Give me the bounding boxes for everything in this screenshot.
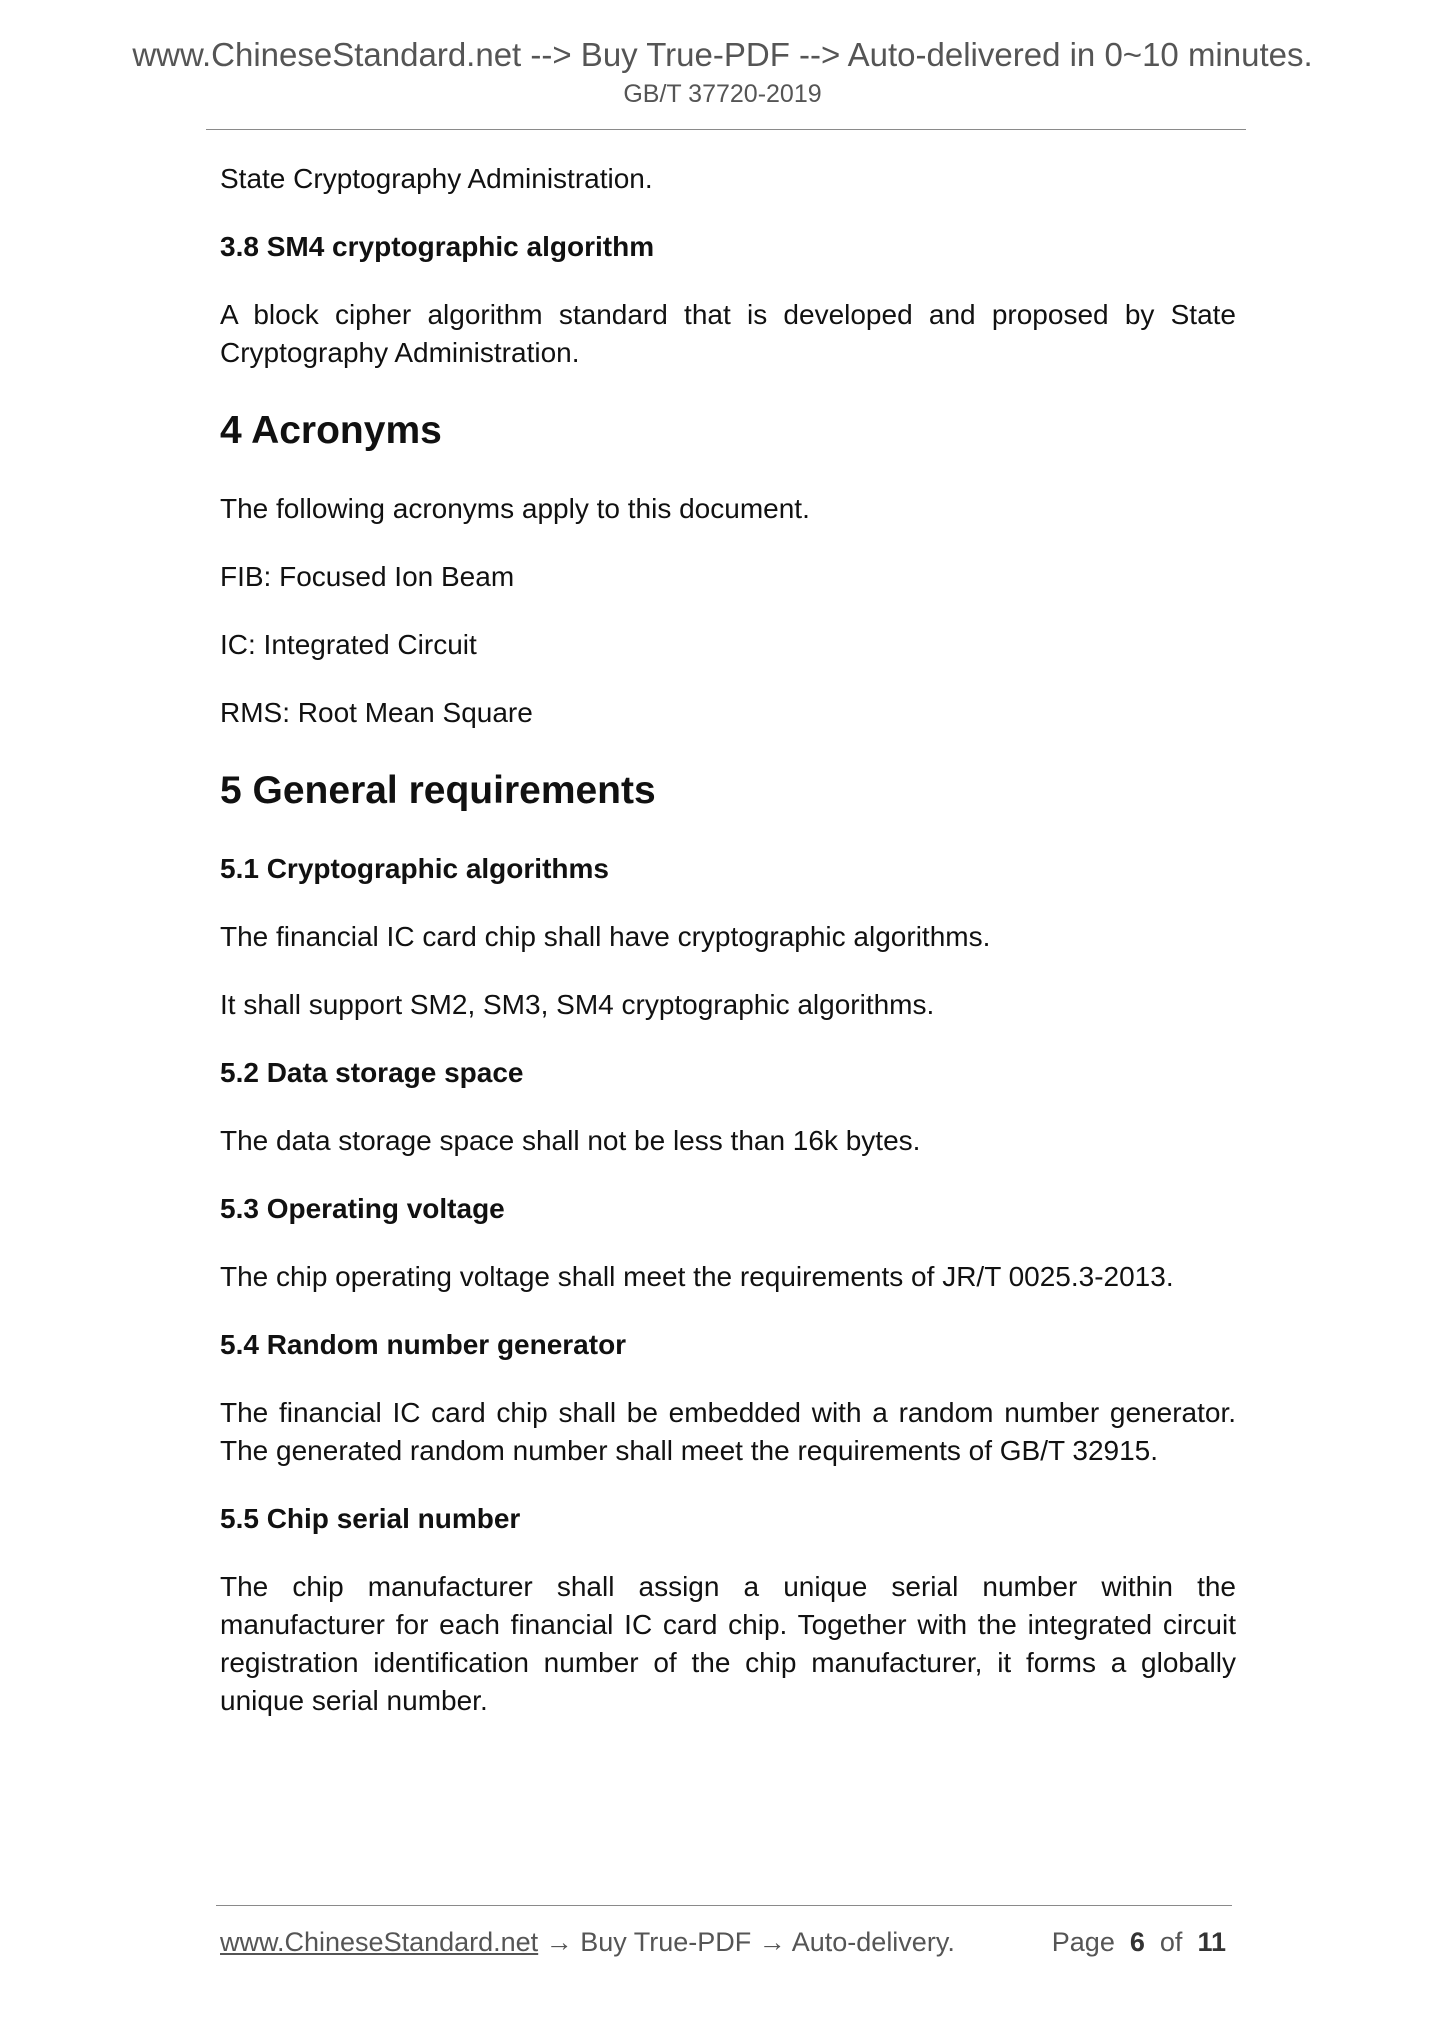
acronym-rms: RMS: Root Mean Square <box>220 697 533 728</box>
heading-4-acronyms: 4 Acronyms <box>220 409 442 452</box>
page-indicator <box>1052 1925 1226 1959</box>
heading-5-3: 5.3 Operating voltage <box>220 1193 505 1224</box>
footer-site-link[interactable]: www.ChineseStandard.net <box>220 1927 539 1957</box>
document-body <box>220 160 1236 1720</box>
heading-5-2: 5.2 Data storage space <box>220 1057 524 1088</box>
heading-5-general-requirements: 5 General requirements <box>220 769 656 812</box>
heading-5-5: 5.5 Chip serial number <box>220 1503 521 1534</box>
header-divider <box>206 129 1246 130</box>
page-label: Page <box>1051 1927 1115 1957</box>
heading-3-8: 3.8 SM4 cryptographic algorithm <box>220 231 655 262</box>
paragraph-5-2: The data storage space shall not be less than 16k bytes. <box>220 1125 921 1156</box>
paragraph-5-1-a: The financial IC card chip shall have cryptographic algorithms. <box>220 921 991 952</box>
paragraph-3-8: A block cipher algorithm standard that is developed and proposed by State Cryptography Administration. <box>220 299 1236 368</box>
paragraph-4-intro: The following acronyms apply to this document. <box>220 493 810 524</box>
site-banner: www.ChineseStandard.net --> Buy True-PDF --> Auto-delivered in 0~10 minutes. <box>132 36 1313 73</box>
acronym-ic: IC: Integrated Circuit <box>220 629 477 660</box>
acronym-fib: FIB: Focused Ion Beam <box>220 561 515 592</box>
heading-5-1: 5.1 Cryptographic algorithms <box>220 853 609 884</box>
page-current: 6 <box>1129 1927 1145 1957</box>
footer-divider <box>216 1905 1232 1906</box>
footer-trail-text: → Buy True-PDF → Auto-delivery. <box>538 1927 955 1957</box>
heading-5-4: 5.4 Random number generator <box>220 1329 627 1360</box>
paragraph-5-1-b: It shall support SM2, SM3, SM4 cryptographic algorithms. <box>220 989 935 1020</box>
paragraph-5-4: The financial IC card chip shall be embedded with a random number generator. The generated random number shall meet the requirements of GB/T 32915. <box>220 1397 1236 1466</box>
paragraph-5-3: The chip operating voltage shall meet the requirements of JR/T 0025.3-2013. <box>220 1261 1174 1292</box>
of-label: of <box>1159 1927 1183 1957</box>
page-total: 11 <box>1197 1927 1226 1957</box>
standard-code: GB/T 37720-2019 <box>623 80 822 108</box>
paragraph-5-5: The chip manufacturer shall assign a unique serial number within the manufacturer for each financial IC card chip. Together with the integrated circuit registration identification number of the chip manufacturer, it forms a globally unique serial number. <box>220 1571 1236 1716</box>
paragraph-continued: State Cryptography Administration. <box>220 163 653 194</box>
page-footer <box>220 1925 1236 1959</box>
